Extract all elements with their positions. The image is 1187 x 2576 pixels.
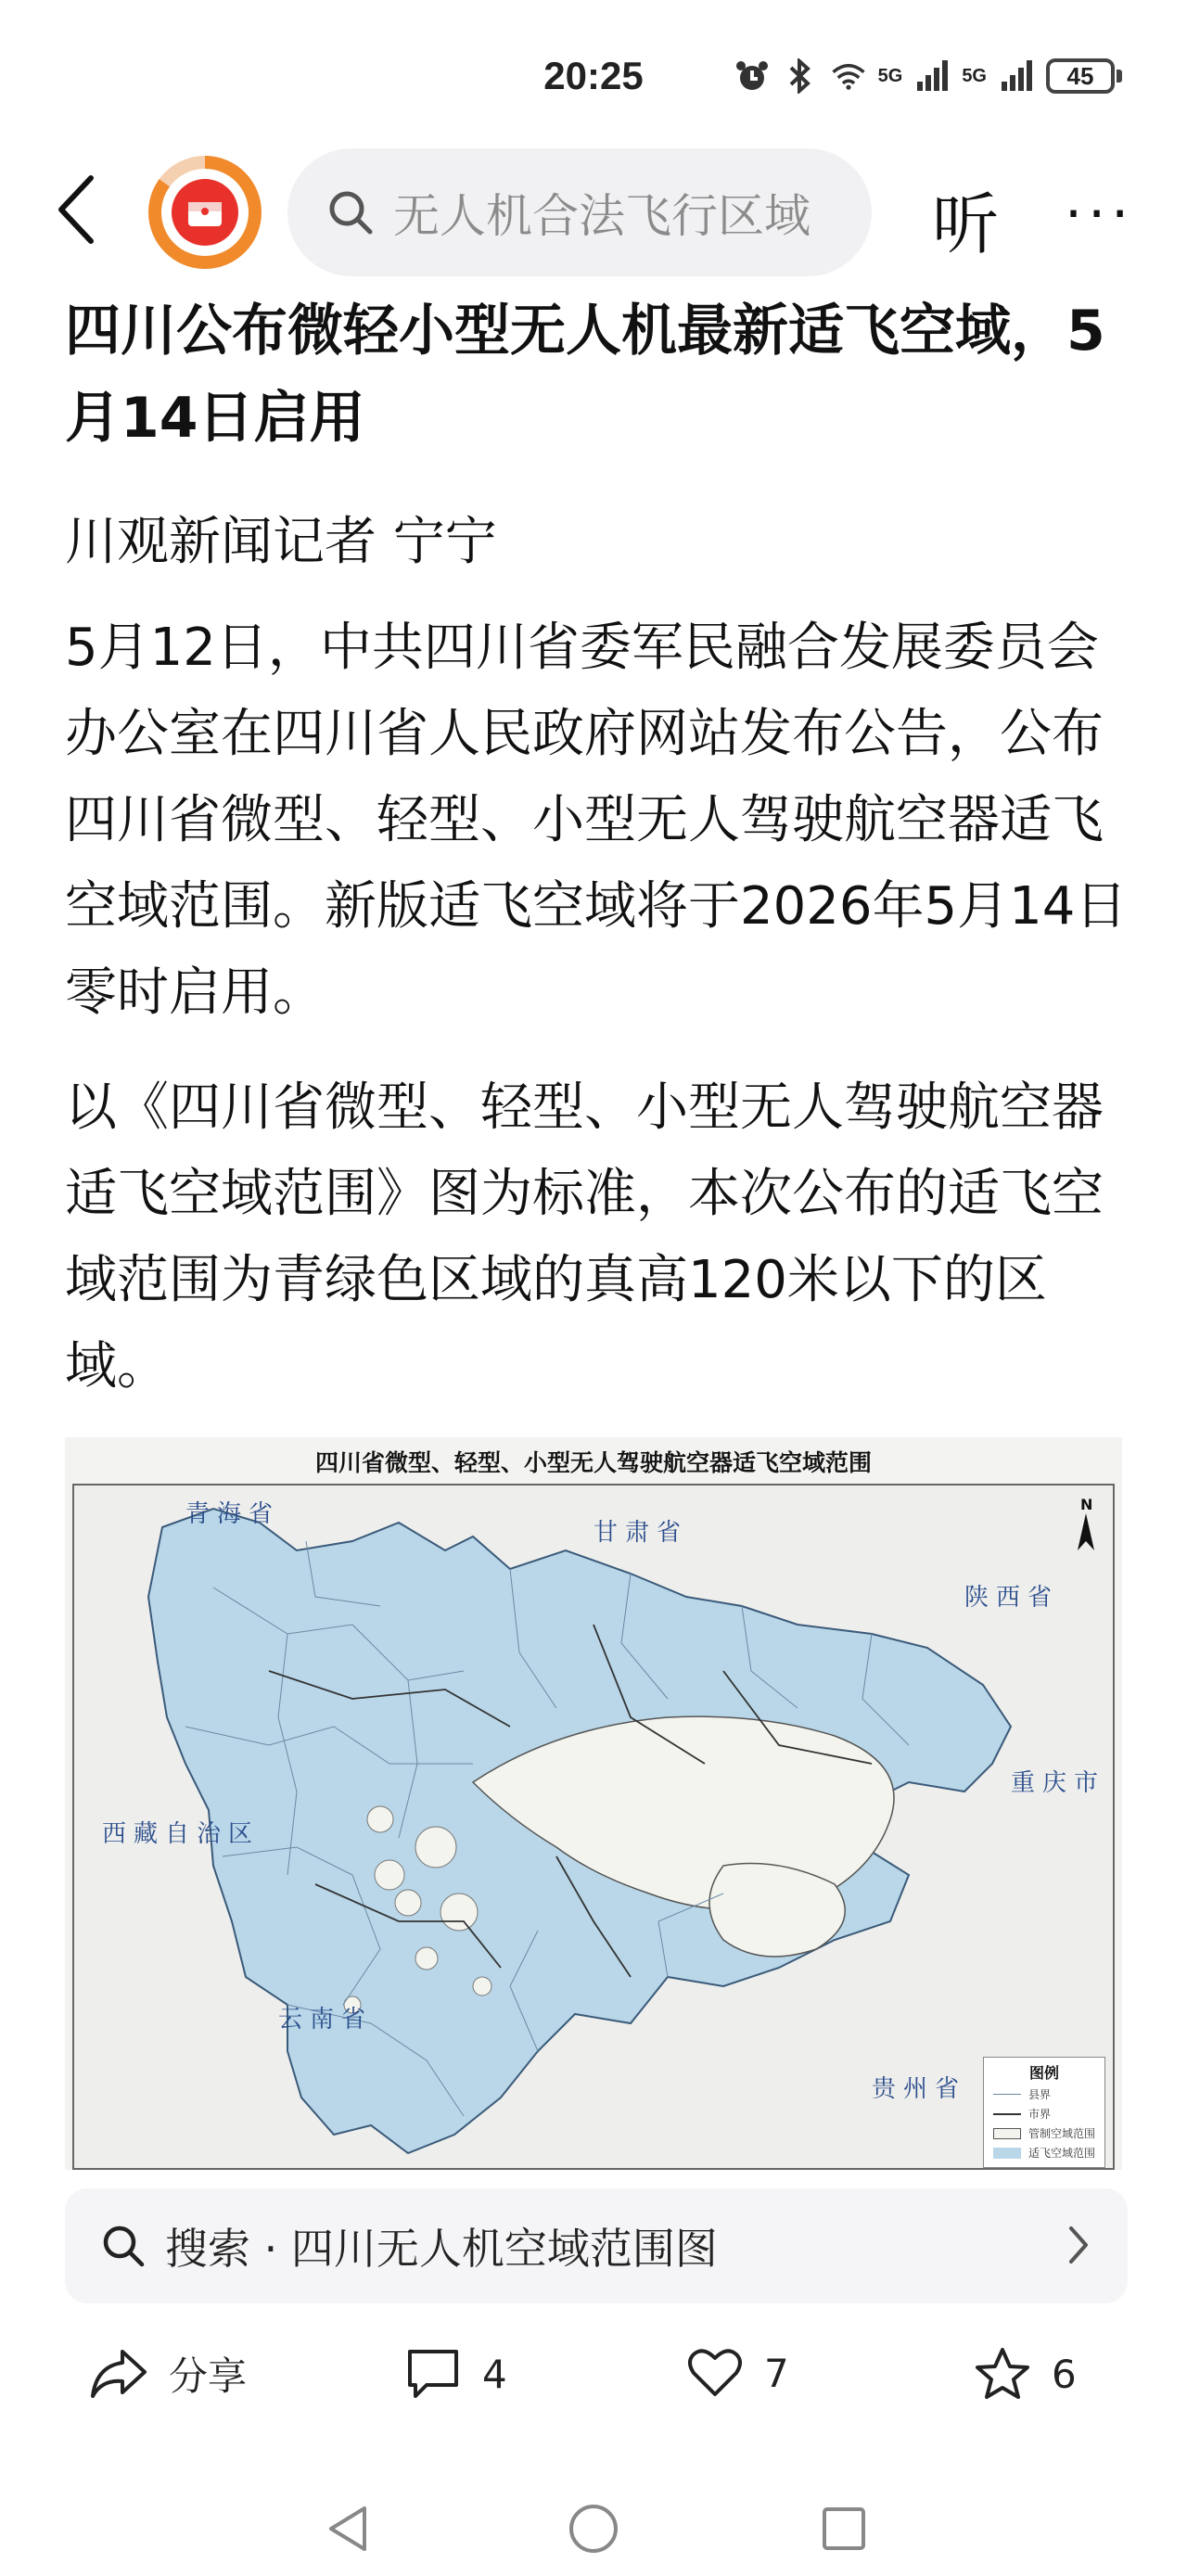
alarm-icon (734, 57, 771, 95)
back-arrow-icon (54, 172, 100, 247)
legend-title: 图例 (1028, 2064, 1059, 2082)
legend-item: 适飞空域范围 (993, 2145, 1104, 2161)
region-label-guizhou: 贵州省 (872, 2075, 967, 2103)
related-search-card[interactable] (65, 2188, 1128, 2303)
region-label-yunnan: 云南省 (278, 2006, 374, 2034)
wifi-6-icon (830, 57, 867, 95)
north-label: N (1080, 1496, 1093, 1513)
triangle-back-icon (325, 2505, 370, 2553)
nav-back-button[interactable] (315, 2496, 380, 2561)
circle-home-icon (568, 2503, 619, 2555)
status-icons (734, 57, 1122, 95)
network-label-2: 5G (962, 65, 987, 86)
like-button[interactable] (686, 2346, 789, 2400)
comment-button[interactable] (404, 2346, 507, 2402)
status-time: 20:25 (543, 54, 644, 97)
controlled-zone (473, 1977, 491, 1996)
system-nav-bar (0, 2485, 1187, 2569)
controlled-zone (415, 1827, 456, 1868)
chevron-right-icon (1066, 2224, 1091, 2270)
article-byline: 川观新闻记者 宁宁 (65, 512, 497, 572)
signal-icon (913, 57, 951, 95)
star-icon (974, 2346, 1031, 2402)
comment-icon (404, 2346, 462, 2402)
share-button[interactable] (89, 2346, 247, 2402)
heart-icon (686, 2346, 744, 2400)
top-header (0, 145, 1187, 274)
comment-count: 4 (482, 2351, 507, 2397)
network-label-1: 5G (877, 65, 903, 86)
article-paragraph-1: 5月12日，中共四川省委军民融合发展委员会办公室在四川省人民政府网站发布公告，公布四川省微型、轻型、小型无人驾驶航空器适飞空域范围。新版适飞空域将于2026年5月14日零时启用。 (65, 618, 1128, 1023)
controlled-zone (440, 1894, 478, 1931)
back-button[interactable] (45, 172, 109, 247)
signal-icon (998, 57, 1035, 95)
controlled-zone (375, 1860, 404, 1890)
controlled-zone (415, 1947, 438, 1970)
action-bar (0, 2329, 1187, 2431)
listen-button[interactable]: 听 (932, 185, 1000, 263)
legend-item: 市界 (993, 2106, 1104, 2122)
favorite-count: 6 (1052, 2351, 1077, 2397)
bluetooth-icon (782, 57, 819, 95)
search-icon (323, 185, 378, 240)
status-bar (0, 37, 1187, 121)
share-label: 分享 (169, 2353, 248, 2399)
share-icon (89, 2346, 148, 2402)
north-arrow-icon (1072, 1495, 1100, 1558)
related-search-text: 搜索 · 四川无人机空域范围图 (165, 2224, 718, 2274)
legend-item: 管制空域范围 (993, 2125, 1104, 2141)
controlled-zone (395, 1890, 421, 1916)
app-logo-icon (172, 179, 238, 246)
controlled-zone (367, 1806, 393, 1832)
nav-recents-button[interactable] (811, 2496, 876, 2561)
battery-tip (1117, 70, 1122, 83)
legend-item: 县界 (993, 2086, 1104, 2102)
battery-icon: 45 (1046, 58, 1115, 94)
article-title: 四川公布微轻小型无人机最新适飞空域，5月14日启用 (65, 299, 1105, 451)
region-label-qinghai: 青海省 (185, 1500, 281, 1528)
airspace-map-image[interactable] (65, 1437, 1122, 2170)
region-label-gansu: 甘肃省 (594, 1519, 689, 1547)
avatar[interactable] (148, 156, 262, 269)
region-label-chongqing: 重庆市 (1011, 1769, 1106, 1797)
more-button[interactable]: ··· (1065, 182, 1135, 247)
search-bar[interactable] (287, 148, 872, 276)
region-label-tibet: 西藏自治区 (102, 1820, 261, 1848)
search-icon (98, 2221, 148, 2271)
like-count: 7 (764, 2350, 789, 2396)
map-frame (72, 1484, 1115, 2170)
article-paragraph-2: 以《四川省微型、轻型、小型无人驾驶航空器适飞空域范围》图为标准，本次公布的适飞空域范围为青绿色区域的真高120米以下的区域。 (65, 1078, 1104, 1396)
favorite-button[interactable] (974, 2346, 1077, 2402)
region-label-shaanxi: 陕西省 (964, 1584, 1060, 1612)
map-legend (983, 2057, 1105, 2168)
nav-home-button[interactable] (561, 2496, 626, 2561)
search-input[interactable]: 无人机合法飞行区域 (393, 189, 810, 243)
square-recents-icon (821, 2506, 867, 2552)
map-title: 四川省微型、轻型、小型无人驾驶航空器适飞空域范围 (314, 1449, 872, 1476)
